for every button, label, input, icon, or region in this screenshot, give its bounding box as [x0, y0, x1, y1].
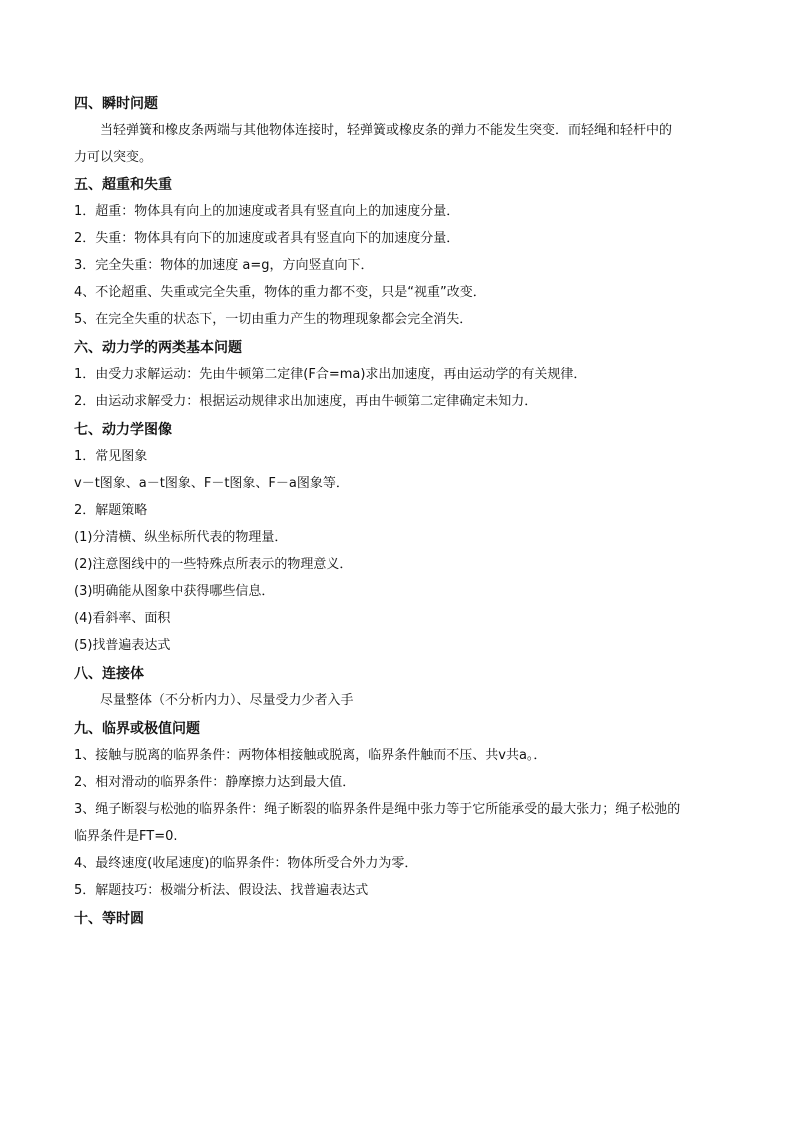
list-item: (4)看斜率、面积: [74, 611, 171, 626]
list-item: 1．常见图象: [74, 449, 148, 464]
list-item: 5、在完全失重的状态下，一切由重力产生的物理现象都会完全消失．: [74, 312, 473, 327]
list-item: (3)明确能从图象中获得哪些信息．: [74, 584, 275, 599]
paragraph-line: 当轻弹簧和橡皮条两端与其他物体连接时，轻弹簧或橡皮条的弹力不能发生突变．而轻绳和轻杆中的: [100, 123, 673, 138]
list-item: 1．由受力求解运动：先由牛顿第二定律(F合=ma)求出加速度，再由运动学的有关规律．: [74, 367, 587, 382]
list-item: 5．解题技巧：极端分析法、假设法、找普遍表达式: [74, 883, 369, 898]
list-item: 2．失重：物体具有向下的加速度或者具有竖直向下的加速度分量．: [74, 231, 460, 246]
section-heading-instant: 四、瞬时问题: [74, 96, 158, 112]
list-item: 2．由运动求解受力：根据运动规律求出加速度，再由牛顿第二定律确定未知力．: [74, 394, 538, 409]
section-heading-overweight: 五、超重和失重: [74, 177, 172, 193]
list-item: v－t图象、a－t图象、F－t图象、F－a图象等．: [74, 476, 349, 491]
list-item: (2)注意图线中的一些特殊点所表示的物理意义．: [74, 557, 353, 572]
paragraph-line: 力可以突变。: [74, 150, 153, 165]
section-heading-isochronous-circle: 十、等时圆: [74, 911, 144, 927]
paragraph-line: 尽量整体（不分析内力）、尽量受力少者入手: [100, 693, 354, 708]
section-heading-dynamics: 六、动力学的两类基本问题: [74, 340, 242, 356]
list-item: 2、相对滑动的临界条件：静摩擦力达到最大值．: [74, 775, 356, 790]
section-heading-critical: 九、临界或极值问题: [74, 721, 200, 737]
list-item: 1、接触与脱离的临界条件：两物体相接触或脱离，临界条件触而不压、共v共a。．: [74, 748, 547, 763]
section-heading-graphs: 七、动力学图像: [74, 422, 172, 438]
list-item: 1．超重：物体具有向上的加速度或者具有竖直向上的加速度分量．: [74, 204, 460, 219]
list-item: 4、最终速度(收尾速度)的临界条件：物体所受合外力为零．: [74, 856, 418, 871]
list-item: 2．解题策略: [74, 503, 148, 518]
list-item: 3．完全失重：物体的加速度 a=g，方向竖直向下．: [74, 258, 374, 273]
list-item: 3、绳子断裂与松弛的临界条件：绳子断裂的临界条件是绳中张力等于它所能承受的最大张力；绳子松弛的: [74, 802, 681, 817]
list-item: (1)分清横、纵坐标所代表的物理量．: [74, 530, 288, 545]
list-item: 临界条件是FT=0.: [74, 829, 178, 844]
section-heading-connected-bodies: 八、连接体: [74, 666, 144, 682]
list-item: 4、不论超重、失重或完全失重，物体的重力都不变，只是“视重”改变．: [74, 285, 486, 300]
list-item: (5)找普遍表达式: [74, 638, 171, 653]
